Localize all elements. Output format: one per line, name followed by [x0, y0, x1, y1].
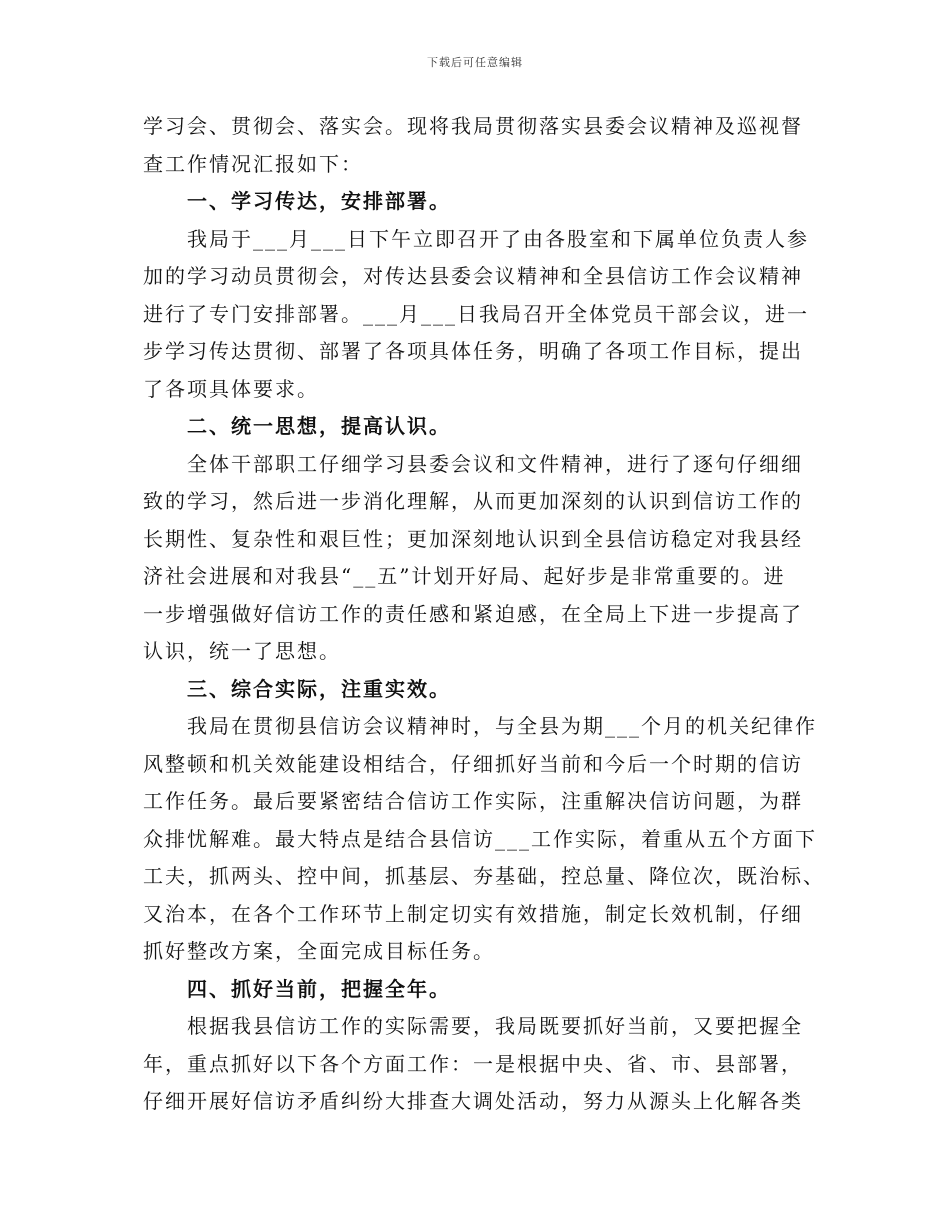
paragraph-line: 致的学习，然后进一步消化理解，从而更加深刻的认识到信访工作的	[143, 489, 803, 513]
paragraph-line: 济社会进展和对我县“__五”计划开好局、起好步是非常重要的。进	[143, 564, 786, 588]
paragraph-line: 认识，统一了思想。	[143, 639, 341, 663]
paragraph-line: 全体干部职工仔细学习县委会议和文件精神，进行了逐句仔细细	[187, 451, 803, 476]
section-heading: 四、抓好当前，把握全年。	[187, 976, 451, 1001]
paragraph-line: 加的学习动员贯彻会，对传达县委会议精神和全县信访工作会议精神	[143, 264, 803, 288]
paragraph-line: 进行了专门安排部署。___月___日我局召开全体党员干部会议，进一	[143, 301, 809, 326]
paragraph-line: 工作任务。最后要紧密结合信访工作实际，注重解决信访问题，为群	[143, 789, 803, 813]
section-heading: 三、综合实际，注重实效。	[187, 676, 451, 701]
paragraph-line: 长期性、复杂性和艰巨性；更加深刻地认识到全县信访稳定对我县经	[143, 526, 803, 551]
paragraph-line: 抓好整改方案，全面完成目标任务。	[143, 939, 495, 963]
paragraph-line: 根据我县信访工作的实际需要，我局既要抓好当前，又要把握全	[187, 1014, 803, 1038]
document-body	[143, 108, 823, 1121]
section-heading: 二、统一思想，提高认识。	[187, 414, 451, 438]
paragraph-line: 众排忧解难。最大特点是结合县信访___工作实际，着重从五个方面下	[143, 826, 817, 851]
paragraph-line: 仔细开展好信访矛盾纠纷大排查大调处活动，努力从源头上化解各类	[143, 1089, 803, 1113]
paragraph-line: 步学习传达贯彻、部署了各项具体任务，明确了各项工作目标，提出	[143, 339, 803, 363]
paragraph-line: 我局于___月___日下午立即召开了由各股室和下属单位负责人参	[187, 226, 809, 251]
paragraph-line: 我局在贯彻县信访会议精神时，与全县为期___个月的机关纪律作	[187, 714, 817, 738]
paragraph-line: 学习会、贯彻会、落实会。现将我局贯彻落实县委会议精神及巡视督	[143, 114, 803, 138]
paragraph-line: 年，重点抓好以下各个方面工作：一是根据中央、省、市、县部署，	[143, 1051, 803, 1076]
paragraph-line: 又治本，在各个工作环节上制定切实有效措施，制定长效机制，仔细	[143, 901, 803, 926]
page-header-note: 下载后可任意编辑	[427, 56, 523, 69]
paragraph-line: 查工作情况汇报如下：	[143, 151, 363, 176]
section-heading: 一、学习传达，安排部署。	[187, 189, 451, 213]
paragraph-line: 了各项具体要求。	[143, 376, 319, 401]
paragraph-line: 一步增强做好信访工作的责任感和紧迫感，在全局上下进一步提高了	[143, 601, 803, 626]
paragraph-line: 风整顿和机关效能建设相结合，仔细抓好当前和今后一个时期的信访	[143, 751, 803, 776]
paragraph-line: 工夫，抓两头、控中间，抓基层、夯基础，控总量、降位次，既治标、	[143, 864, 825, 888]
